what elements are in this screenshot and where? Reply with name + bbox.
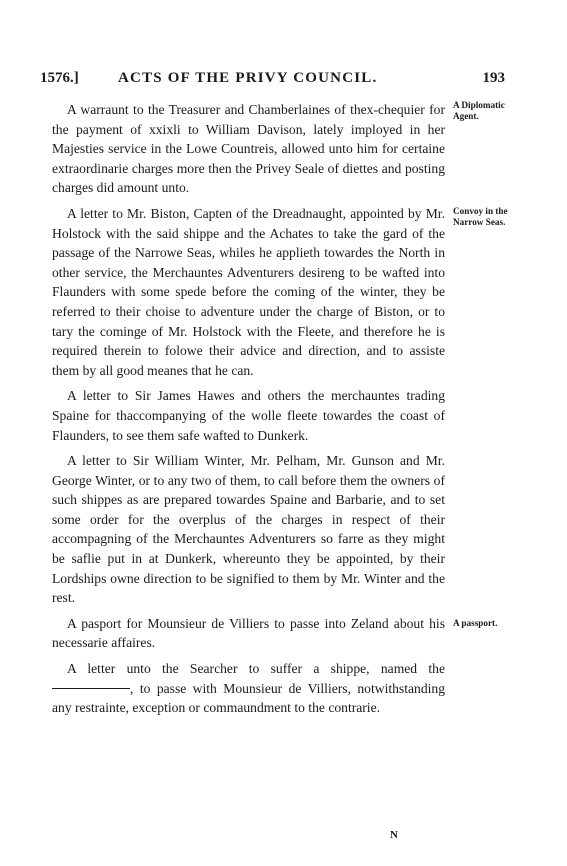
margin-note: A Diplomatic Agent. [453,100,505,121]
margin-note: A passport. [453,617,498,628]
entry-text: A pasport for Mounsieur de Villiers to passe into Zeland about his necessarie affaires. [52,615,445,651]
document-body [52,100,508,724]
running-header [40,70,505,92]
header-year: 1576.] [40,70,79,86]
entry-text-part-2: , to passe with Mounsieur de Villiers, notwithstanding any restrainte, exception or commaundment to the contrarie. [52,680,445,716]
entry-text: A letter to Mr. Biston, Capten of the Dreadnaught, appointed by Mr. Holstock with the said shippe and the Achates to take the gard of the passage of the Narrowe Seas, whiles he applieth towardes the North in other service, the Merchauntes Adventurers desireng to be wafted into Flaunders with some spede before the coming of the winter, they be referred to their choise to adventure under the charge of Biston, or to tary the cominge of Mr. Holstock with the Fleete, and therefore he is required therein to folowe their advice and direction, and to assiste them by all good meanes that he can. [52,205,445,378]
entry-winter [52,451,445,608]
margin-note: Convoy in the Narrow Seas. [453,205,508,227]
entry-searcher [52,659,445,718]
entry-passport [52,614,498,653]
entry-text: A letter to Sir James Hawes and others the merchauntes trading Spaine for thaccompanying of the wolle fleete towardes the coast of Flaunders, to see them safe wafted to Dunkerk. [52,388,445,443]
page-number: 193 [482,70,505,86]
entry-convoy [52,204,508,380]
entry-text-part-1: A letter unto the Searcher to suffer a shippe, named the [67,661,445,677]
entry-text: A warraunt to the Treasurer and Chamberlaines of thex-chequier for the payment of xxixli to William Davison, lately imployed in her Majesties service in the Lowe Countreis, allowed unto him for certaine extraordinarie charges more then the Privey Seale of diettes and posting charges did amount unto. [52,102,445,196]
header-title: ACTS OF THE PRIVY COUNCIL. [118,70,378,86]
entry-hawes [52,386,445,445]
entry-diplomatic-agent [52,100,505,198]
blank-line [52,688,130,689]
entry-text: A letter to Sir William Winter, Mr. Pelham, Mr. Gunson and Mr. George Winter, or to any two of them, to call before them the owners of such shippes as are prepared towardes Spaine and Barbarie, and to set some order for the overplus of the charges in respect of their accompagning of the Merchauntes Adventurers so farre as they might be saflie put in at Dunkerk, whereunto they be appointed, by their Lordships owne direction to be signified to them by Mr. Winter and the rest. [52,453,445,606]
signature-mark: N [390,829,398,841]
